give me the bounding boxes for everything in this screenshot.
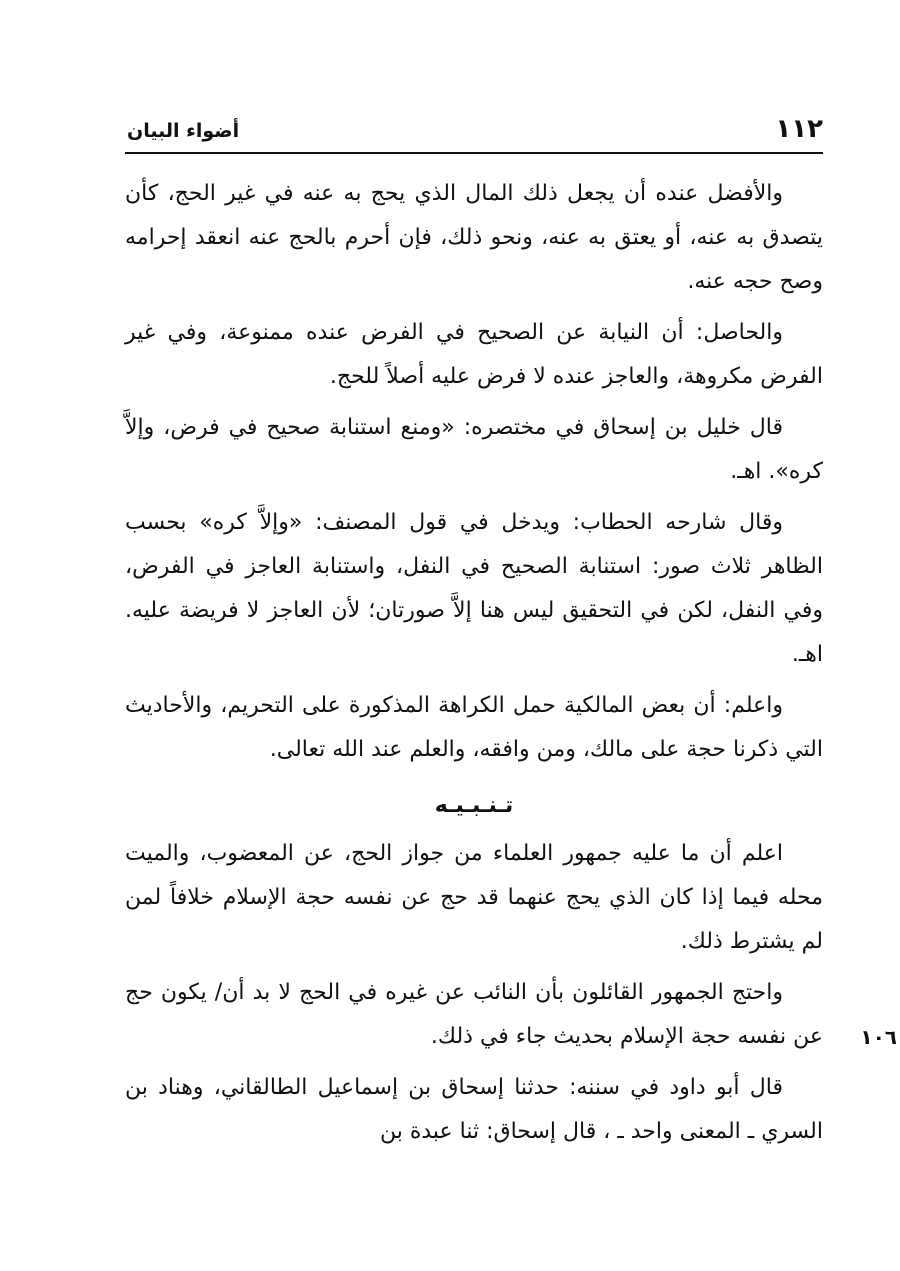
page-number: ١١٢	[775, 114, 823, 144]
body-text	[125, 172, 897, 1161]
paragraph: واعلم: أن بعض المالكية حمل الكراهة المذكورة على التحريم، والأحاديث التي ذكرنا حجة على مالك، ومن وافقه، والعلم عند الله تعالى.	[125, 693, 823, 762]
paragraph: قال خليل بن إسحاق في مختصره: «ومنع استنابة صحيح في فرض، وإلاَّ كره». اهـ.	[125, 415, 823, 484]
paragraph-with-margin-marker	[125, 971, 897, 1059]
margin-page-marker: ١٠٦	[860, 1025, 897, 1049]
page-header	[125, 112, 823, 154]
paragraph: واحتج الجمهور القائلون بأن النائب عن غيره في الحج لا بد أن/ يكون حج عن نفسه حجة الإسلام بحديث جاء في ذلك.	[125, 980, 823, 1049]
paragraph: وقال شارحه الحطاب: ويدخل في قول المصنف: «وإلاَّ كره» بحسب الظاهر ثلاث صور: استنابة الصحيح في النفل، واستنابة العاجز في الفرض، وفي النفل، لكن في التحقيق ليس هنا إلاَّ صورتان؛ لأن العاجز لا فريضة عليه. اهـ.	[125, 510, 823, 667]
paragraph: قال أبو داود في سننه: حدثنا إسحاق بن إسماعيل الطالقاني، وهناد بن السري ـ المعنى واحد ـ ، قال إسحاق: ثنا عبدة بن	[125, 1075, 823, 1144]
paragraph: والحاصل: أن النيابة عن الصحيح في الفرض عنده ممنوعة، وفي غير الفرض مكروهة، والعاجز عنده لا فرض عليه أصلاً للحج.	[125, 320, 823, 389]
paragraph: والأفضل عنده أن يجعل ذلك المال الذي يحج به عنه في غير الحج، كأن يتصدق به عنه، أو يعتق به عنه، ونحو ذلك، فإن أحرم بالحج عنه انعقد إحرامه وصح حجه عنه.	[125, 181, 823, 294]
running-title: أضواء البيان	[127, 120, 240, 142]
section-heading: تـنـبـيـه	[434, 793, 514, 818]
paragraph: اعلم أن ما عليه جمهور العلماء من جواز الحج، عن المعضوب، والميت محله فيما إذا كان الذي يحج عنهما قد حج عن نفسه حجة الإسلام خلافاً لمن لم يشترط ذلك.	[125, 841, 823, 954]
